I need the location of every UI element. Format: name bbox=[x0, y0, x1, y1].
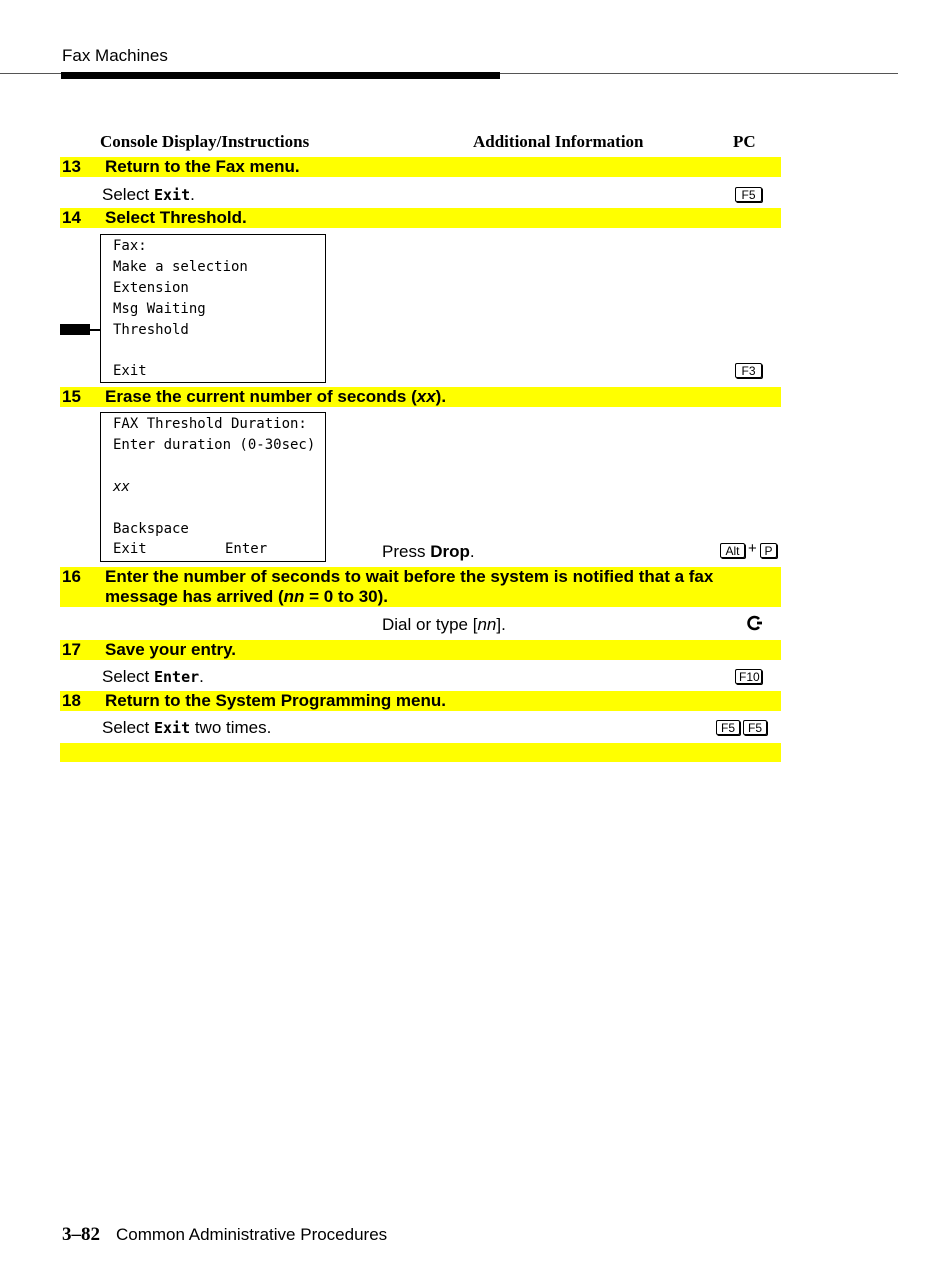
instruction-part: = 0 to 30). bbox=[304, 587, 389, 606]
selection-pointer-line bbox=[88, 329, 100, 331]
screen-line: Make a selection bbox=[113, 259, 248, 275]
step-number: 18 bbox=[62, 691, 81, 710]
instruction-part: message has arrived ( bbox=[105, 587, 284, 606]
instruction-variable: nn bbox=[283, 587, 305, 606]
info-text: Press bbox=[382, 542, 431, 561]
punctuation: ]. bbox=[496, 615, 506, 634]
step-number: 15 bbox=[62, 387, 81, 406]
step13-instruction-line bbox=[102, 185, 195, 205]
punctuation: . bbox=[190, 185, 195, 204]
selection-pointer-bar bbox=[60, 324, 90, 335]
step-band-14 bbox=[60, 208, 781, 228]
step-instruction: Return to the System Programming menu. bbox=[105, 691, 446, 710]
alt-key: Alt bbox=[720, 543, 745, 558]
f10-key: F10 bbox=[735, 669, 762, 684]
select-label: Select bbox=[102, 718, 154, 737]
step15-additional-info bbox=[382, 542, 475, 562]
p-key: P bbox=[760, 543, 777, 558]
step-number: 13 bbox=[62, 157, 81, 176]
step17-instruction-line bbox=[102, 667, 204, 687]
step-band-18 bbox=[60, 691, 781, 711]
step-instruction: Return to the Fax menu. bbox=[105, 157, 300, 176]
screen-line: Msg Waiting bbox=[113, 301, 206, 317]
step18-instruction-line bbox=[102, 718, 271, 738]
running-header: Fax Machines bbox=[62, 46, 168, 65]
screen-line-exit: Exit bbox=[113, 363, 147, 379]
f5-key: F5 bbox=[716, 720, 740, 735]
instruction-part: Erase the current number of seconds ( bbox=[105, 387, 417, 406]
screen-line-backspace: Backspace bbox=[113, 521, 189, 537]
exit-command: Exit bbox=[153, 186, 191, 204]
screen-line: Extension bbox=[113, 280, 189, 296]
instruction-part: two times. bbox=[190, 718, 272, 737]
instruction-variable: xx bbox=[416, 387, 436, 406]
instruction-line1: Enter the number of seconds to wait before the system is notified that a fax bbox=[105, 567, 714, 586]
column-heading-additional: Additional Information bbox=[473, 132, 644, 151]
select-label: Select bbox=[102, 185, 154, 204]
step-band-16 bbox=[60, 567, 781, 607]
punctuation: . bbox=[199, 667, 204, 686]
screen-line-exit: Exit bbox=[113, 541, 147, 557]
screen-line: Enter duration (0-30sec) bbox=[113, 437, 316, 453]
screen-line-threshold: Threshold bbox=[113, 322, 189, 338]
exit-command: Exit bbox=[153, 719, 191, 737]
console-screen-threshold-duration bbox=[100, 412, 326, 562]
step-instruction: Select Threshold. bbox=[105, 208, 247, 227]
instruction-part: ). bbox=[435, 387, 447, 406]
f5-key: F5 bbox=[743, 720, 767, 735]
screen-line-value: xx bbox=[113, 479, 130, 495]
step-number: 14 bbox=[62, 208, 81, 227]
step-instruction bbox=[105, 387, 775, 407]
dial-pad-icon bbox=[745, 614, 763, 632]
step-number: 17 bbox=[62, 640, 81, 659]
info-text: Dial or type [ bbox=[382, 615, 478, 634]
step-band-15 bbox=[60, 387, 781, 407]
step-instruction: Save your entry. bbox=[105, 640, 237, 659]
info-variable: nn bbox=[477, 615, 497, 634]
step-band-17 bbox=[60, 640, 781, 660]
punctuation: . bbox=[469, 542, 475, 561]
screen-line: FAX Threshold Duration: bbox=[113, 416, 307, 432]
step-number: 16 bbox=[62, 567, 81, 586]
column-heading-console: Console Display/Instructions bbox=[100, 132, 310, 151]
header-thick-rule bbox=[61, 72, 500, 79]
console-screen-fax-menu bbox=[100, 234, 326, 383]
step-instruction bbox=[105, 567, 775, 607]
drop-button-label: Drop bbox=[430, 542, 470, 561]
step-band-13 bbox=[60, 157, 781, 177]
select-label: Select bbox=[102, 667, 154, 686]
screen-line-enter: Enter bbox=[225, 541, 268, 557]
screen-line: Fax: bbox=[113, 238, 147, 254]
step16-additional-info bbox=[382, 615, 506, 635]
enter-command: Enter bbox=[153, 668, 200, 686]
f5-key: F5 bbox=[735, 187, 762, 202]
column-heading-pc: PC bbox=[733, 132, 756, 151]
f3-key: F3 bbox=[735, 363, 762, 378]
plus-sign: + bbox=[748, 540, 757, 557]
page-number: 3–82 bbox=[62, 1224, 100, 1245]
closing-band bbox=[60, 743, 781, 762]
footer-title: Common Administrative Procedures bbox=[116, 1225, 388, 1244]
